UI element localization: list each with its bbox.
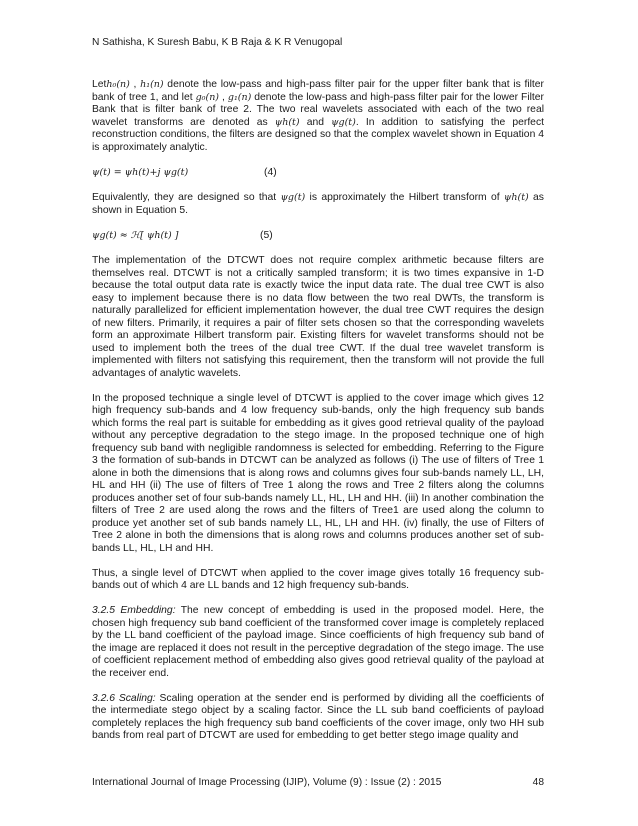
text-run: ,: [219, 91, 228, 103]
paragraph-embedding: [92, 605, 544, 680]
paragraph-scaling: [92, 693, 544, 743]
equation-5-expression: ψg(t) ≈ ℋ[ ψh(t) ]: [92, 229, 179, 241]
math-g0: g₀(n): [195, 91, 220, 103]
running-header: N Sathisha, K Suresh Babu, K B Raja & K R Venugopal: [92, 37, 343, 48]
equation-4: [92, 167, 544, 180]
math-psi-h: ψh(t): [503, 192, 529, 203]
math-g1: g₁(n): [227, 91, 252, 103]
math-psi-h: ψh(t): [274, 116, 300, 128]
equation-5-number: (5): [260, 229, 273, 241]
page-number: 48: [532, 777, 544, 788]
text-run: as shown in Equation 5.: [92, 192, 544, 216]
equation-4-expression: ψ(t) = ψh(t)+j ψg(t): [92, 166, 189, 178]
paragraph-hilbert: [92, 192, 544, 217]
math-h0: h₀(n): [106, 79, 130, 90]
equation-5: [92, 230, 544, 243]
text-run: ,: [129, 79, 141, 90]
section-heading-scaling: 3.2.6 Scaling:: [92, 692, 156, 704]
text-run: denote the low-pass and high-pass filter pair for the upper filter bank that is filter bank of tree 1, and let: [92, 79, 544, 103]
body-text: [92, 79, 544, 755]
math-psi-g: ψg(t): [280, 192, 306, 203]
running-footer: [92, 777, 544, 788]
equation-4-number: (4): [264, 166, 277, 178]
math-h1: h₁(n): [140, 79, 164, 90]
section-heading-embedding: 3.2.5 Embedding:: [92, 605, 176, 616]
text-run: and: [299, 116, 332, 128]
math-psi-g: ψg(t): [331, 116, 356, 128]
text-run: . In addition to satisfying the perfect reconstruction conditions, the filters are designed so that the complex wavelet shown in Equation 4 is approximately analytic.: [92, 116, 544, 153]
paragraph-implementation: The implementation of the DTCWT does not require complex arithmetic because filters are themselves real. DTCWT is not a critically sampled transform; it is two times expansive in 1-D because the total output data rate is exactly twice the input data rate. The dual tree CWT is also easy to implement because there is no data flow between the two real DWTs, the transform is naturally parallelized for efficient implementation however, the dual tree CWT requires the design of new filters. Primarily, it requires a pair of filter sets chosen so that the corresponding wavelets form an approximate Hilbert transform pair. Existing filters for wavelet transforms should not be used to implement both the trees of the dual tree CWT. If the dual tree wavelet transform is implemented with filters not satisfying this requirement, then the transform will not provide the full advantages of analytic wavelets.: [92, 255, 544, 379]
text-run: is approximately the Hilbert transform of: [305, 192, 504, 203]
journal-citation: International Journal of Image Processing (IJIP), Volume (9) : Issue (2) : 2015: [92, 777, 442, 788]
text-run: Scaling operation at the sender end is performed by dividing all the coefficients of the intermediate stego object by a scaling factor. Since the LL sub band coefficients of payload completely replaces the high frequency sub band coefficients of the cover image, only two HH sub bands from real part of DTCWT are used for embedding to get better stego image quality and: [92, 692, 544, 741]
text-run: Equivalently, they are designed so that: [92, 192, 281, 203]
paragraph-proposed-technique: In the proposed technique a single level of DTCWT is applied to the cover image which gives 12 high frequency sub-bands and 4 low frequency sub-bands, only the high frequency sub bands which forms the real part is suitable for embedding as it gives good retrieval quality of the payload without any perceptive degradation to the stego image. In the proposed technique one of high frequency sub band with negligible randomness is selected for embedding. Referring to the Figure 3 the formation of sub-bands in DTCWT can be analyzed as follows (i) The use of filters of Tree 1 alone in both the dimensions that is along rows and columns gives four sub-bands namely LL, LH, HL and HH (ii) The use of filters of Tree 1 along the rows and Tree 2 filters along the columns produces another set of four sub-bands namely LL, HL, LH and HH. (iii) In another combination the filters of Tree 2 are used along the rows and the filters of Tree1 are used along the column to produce yet another set of sub bands namely LL, HL, LH and HH. (iv) finally, the use of Filters of Tree 2 alone in both the dimensions that is along rows and columns produces another set of sub-bands LL, HL, LH and HH.: [92, 392, 544, 554]
text-run: denote the low-pass and high-pass filter pair for the lower Filter Bank that is filter bank of tree 2. The two real wavelets associated with each of the two real wavelet transforms are denoted as: [92, 91, 544, 128]
paragraph-sub-band-count: Thus, a single level of DTCWT when applied to the cover image gives totally 16 frequency sub-bands out of which 4 are LL bands and 12 high frequency sub-bands.: [92, 567, 544, 591]
text-run: The new concept of embedding is used in the proposed model. Here, the chosen high frequency sub band coefficient of the transformed cover image is completely replaced by the LL band coefficient of the payload image. Since coefficients of high frequency sub band of the image are replaced it does not result in the perceptive degradation of the stego image. The use of coefficient replacement method of embedding also gives good retrieval quality of the payload at the receiver end.: [92, 605, 544, 679]
text-run: Let: [92, 79, 107, 90]
paragraph-filter-banks: [92, 79, 544, 154]
